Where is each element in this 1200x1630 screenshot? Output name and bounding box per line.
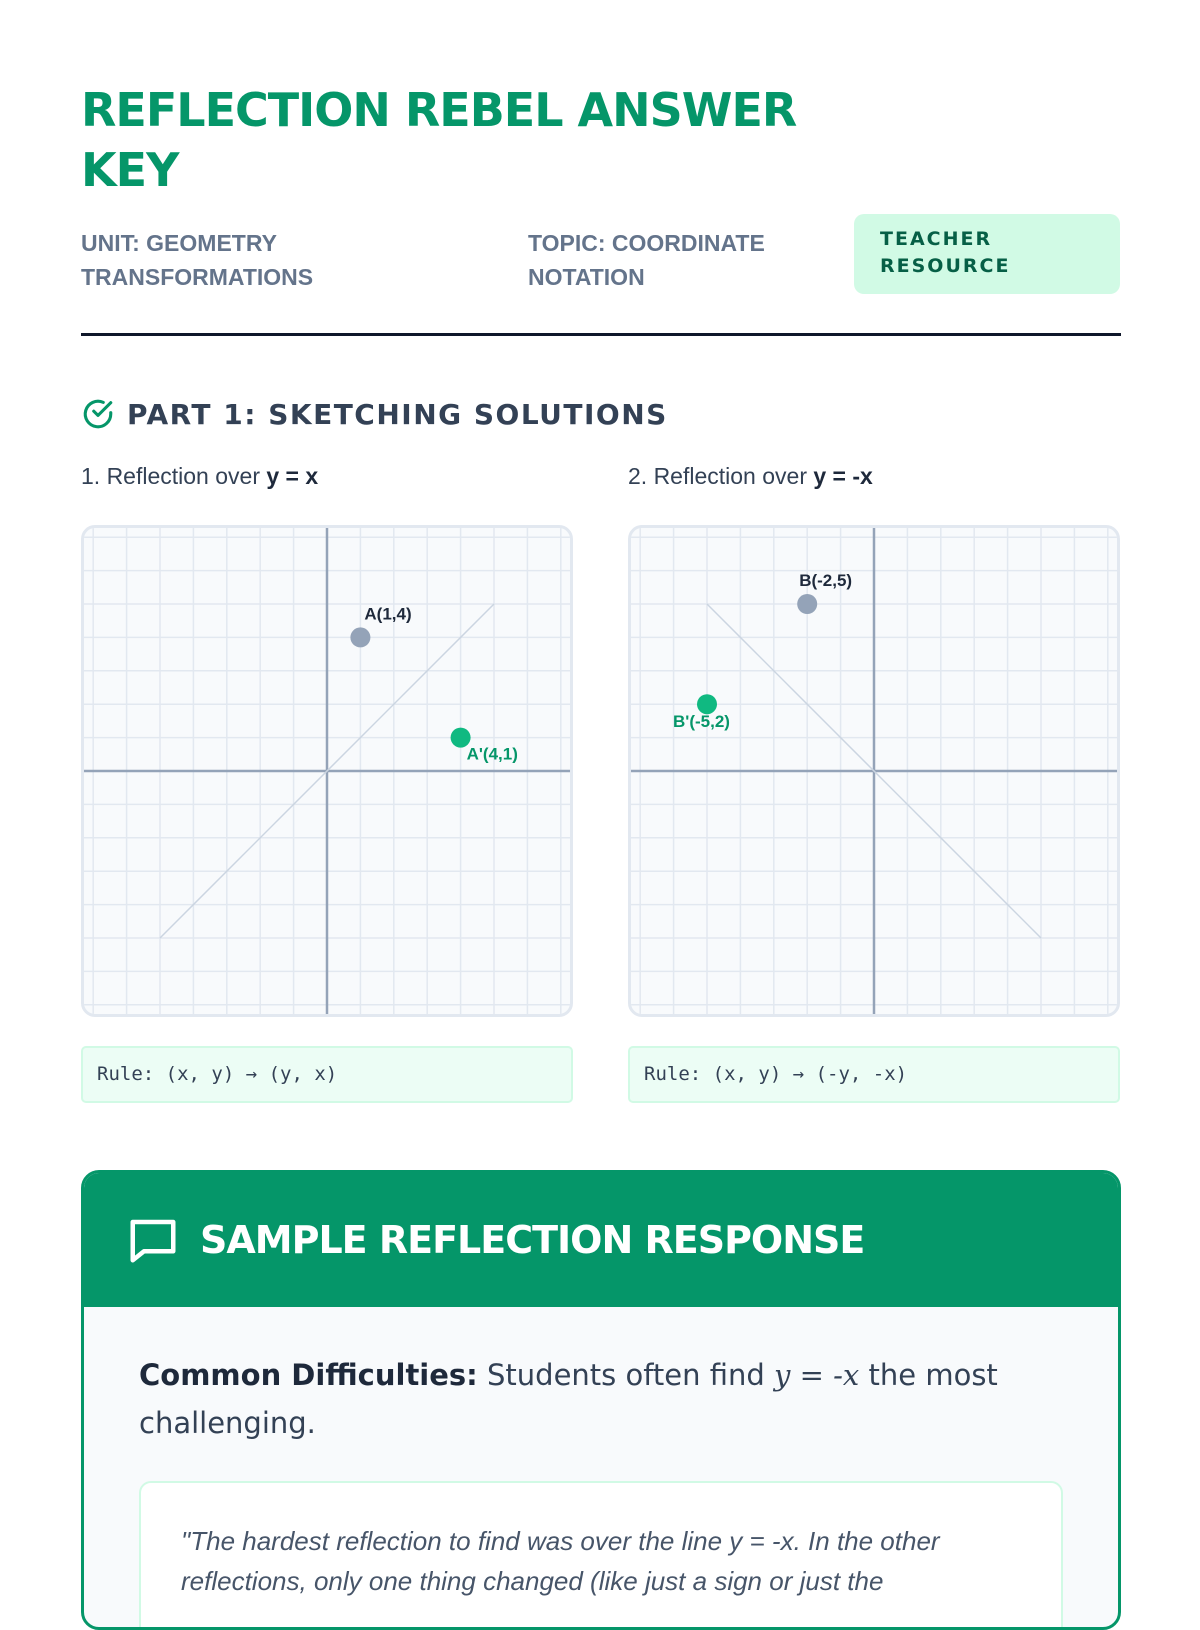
- unit-label: UNIT: GEOMETRY TRANSFORMATIONS: [81, 230, 314, 290]
- problem1-label: [81, 463, 318, 490]
- speech-bubble-icon: [126, 1213, 180, 1267]
- sample-response-title: SAMPLE REFLECTION RESPONSE: [200, 1218, 865, 1262]
- check-circle-icon: [81, 397, 115, 431]
- common-difficulties: [139, 1351, 1063, 1447]
- rule-1: Rule: (x, y) → (y, x): [81, 1046, 573, 1103]
- coordinate-grid-2: [631, 528, 1117, 1014]
- student-quote: "The hardest reflection to find was over the line y = -x. In the other reflections, only one thing changed (like just a sign or just the: [139, 1481, 1063, 1630]
- header-divider: [81, 333, 1121, 336]
- reflected-point: [697, 694, 717, 714]
- plot-2: [628, 525, 1120, 1017]
- problem2-label: [628, 463, 873, 490]
- difficulties-text-post: the most challenging.: [139, 1358, 998, 1440]
- difficulties-equation: y = -x: [774, 1358, 860, 1392]
- page-title: REFLECTION REBEL ANSWER KEY: [81, 83, 797, 197]
- sample-response-body: [84, 1307, 1118, 1630]
- problem2-line: y = -x: [813, 463, 873, 489]
- problem2-prefix: 2. Reflection over: [628, 463, 814, 489]
- problem1-prefix: 1. Reflection over: [81, 463, 267, 489]
- difficulties-text-pre: Students often find: [487, 1358, 775, 1392]
- part1-heading: [81, 394, 668, 434]
- difficulties-label: Common Difficulties:: [139, 1358, 478, 1392]
- original-point-label: A(1,4): [364, 604, 412, 624]
- teacher-resource-badge: TEACHER RESOURCE: [854, 214, 1120, 294]
- reflected-point-label: A'(4,1): [466, 744, 518, 764]
- sample-response-card: [81, 1170, 1121, 1630]
- topic-label: TOPIC: COORDINATE NOTATION: [528, 230, 765, 290]
- original-point: [797, 594, 817, 614]
- original-point-label: B(-2,5): [799, 571, 853, 590]
- problem1-line: y = x: [266, 463, 319, 489]
- sample-response-header: [84, 1173, 1118, 1307]
- original-point: [350, 627, 370, 647]
- coordinate-grid-1: [84, 528, 570, 1014]
- part1-title: PART 1: SKETCHING SOLUTIONS: [127, 397, 668, 431]
- rule-2: Rule: (x, y) → (-y, -x): [628, 1046, 1120, 1103]
- reflected-point-label: B'(-5,2): [673, 712, 730, 732]
- plot-1: [81, 525, 573, 1017]
